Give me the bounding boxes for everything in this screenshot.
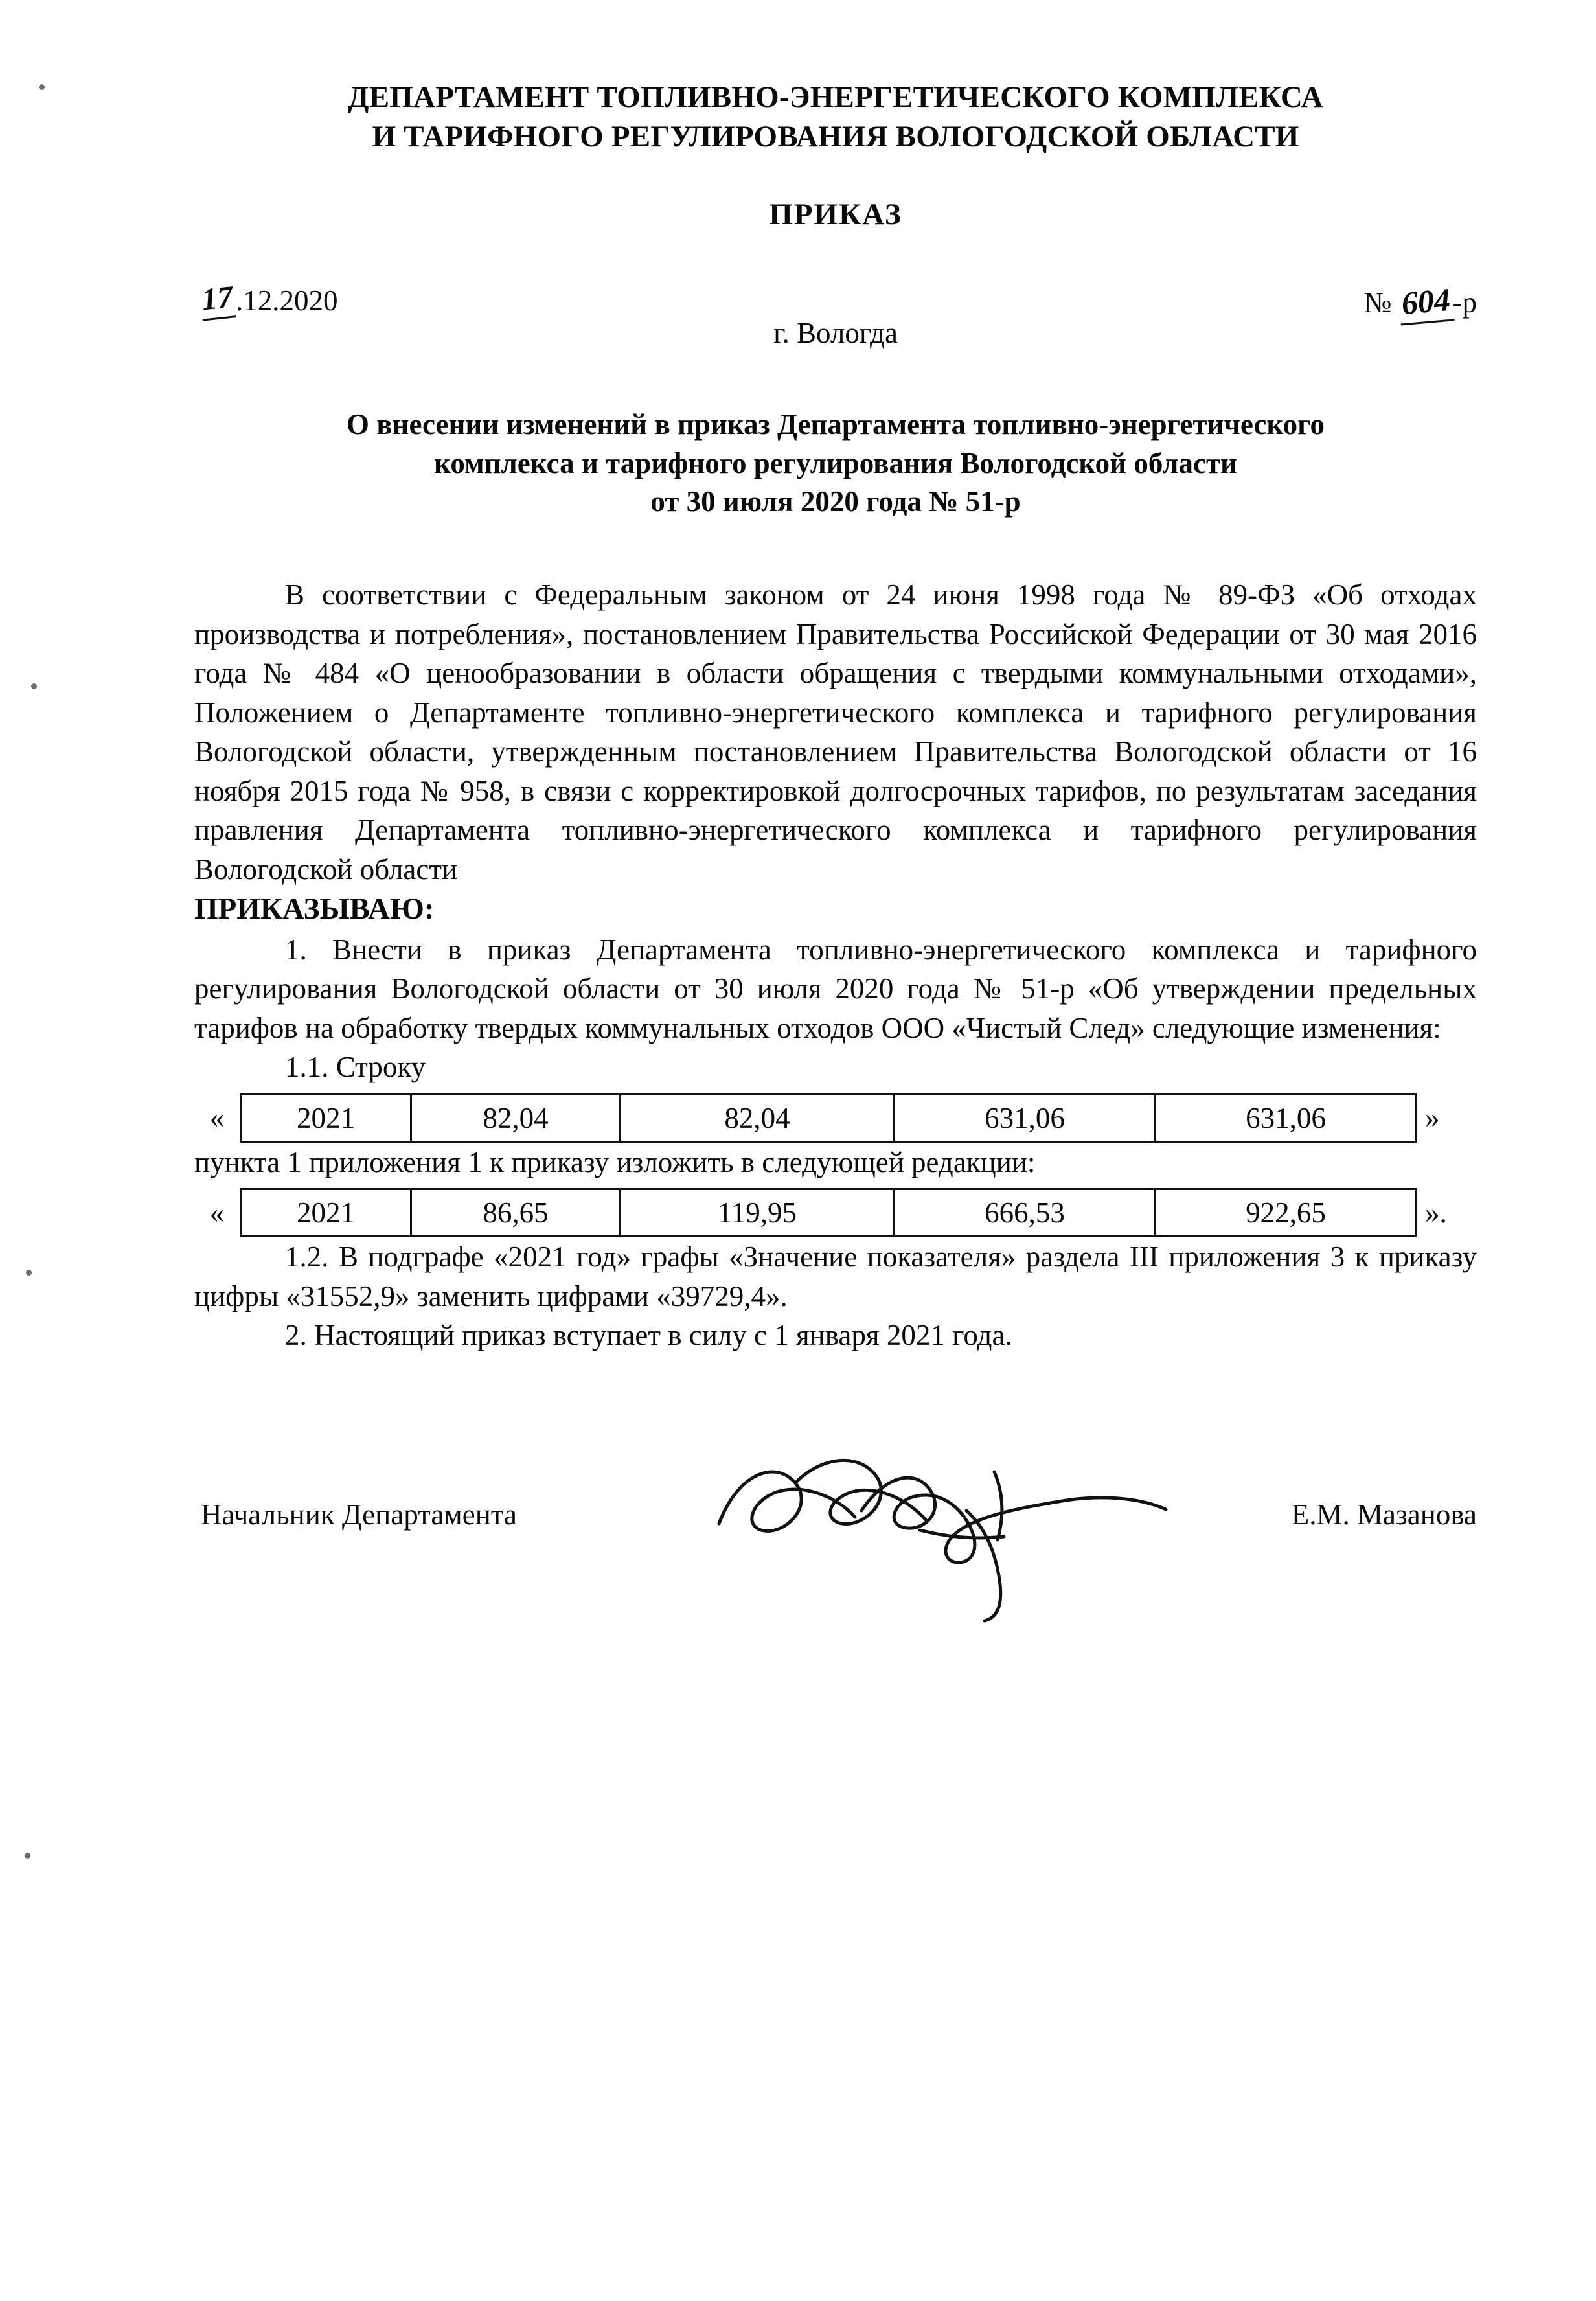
scan-speck — [39, 84, 45, 90]
item-1-1-paragraph: 1.1. Строку — [285, 1051, 426, 1084]
between-tables-text: пункта 1 приложения 1 к приказу изложить в следующей редакции: — [194, 1145, 1036, 1178]
document-date — [200, 279, 338, 321]
new-row-table-block — [194, 1188, 1477, 1237]
cell-value-2: 82,04 — [621, 1094, 895, 1141]
cell-year: 2021 — [241, 1094, 411, 1141]
old-row-table — [240, 1093, 1417, 1143]
subject-line3: от 30 июля 2020 года № 51-р — [650, 485, 1021, 518]
new-row-table — [240, 1188, 1417, 1237]
quote-open-2: « — [209, 1196, 225, 1229]
signer-name: Е.М. Мазанова — [1291, 1498, 1477, 1531]
table-row — [241, 1189, 1417, 1237]
item-1-paragraph: 1. Внести в приказ Департамента топливно-энергетического комплекса и тарифного регулирования Вологодской области от 30 июля 2020 года № 51-р «Об утверждении предельных тарифов на обработку твердых коммунальных отходов ООО «Чистый След» следующие изменения: — [194, 933, 1477, 1044]
document-kind: ПРИКАЗ — [769, 198, 902, 232]
number-label: № — [1363, 286, 1392, 319]
handwritten-signature-icon — [700, 1433, 1192, 1627]
scan-speck — [25, 1853, 30, 1859]
cell-value-3: 666,53 — [895, 1189, 1156, 1237]
cell-value-1: 82,04 — [411, 1094, 621, 1141]
old-row-table-block — [194, 1093, 1477, 1143]
subject-line1: О внесении изменений в приказ Департамента топливно-энергетического — [346, 408, 1325, 441]
signature-block — [194, 1446, 1477, 1614]
signer-title: Начальник Департамента — [201, 1498, 518, 1531]
document-subject — [194, 406, 1477, 521]
cell-value-2: 119,95 — [621, 1189, 895, 1237]
handwritten-day: 17 — [199, 279, 236, 321]
quote-close-2: ». — [1425, 1196, 1447, 1229]
order-keyword: ПРИКАЗЫВАЮ: — [194, 892, 435, 926]
document-body — [194, 575, 1477, 1355]
number-suffix: -р — [1452, 286, 1477, 319]
cell-value-1: 86,65 — [411, 1189, 621, 1237]
quote-open-1: « — [209, 1101, 225, 1134]
document-number — [1363, 282, 1477, 323]
date-rest: .12.2020 — [236, 284, 338, 317]
document-meta — [194, 276, 1477, 326]
cell-value-4: 631,06 — [1156, 1094, 1417, 1141]
handwritten-number: 604 — [1397, 280, 1454, 326]
cell-value-3: 631,06 — [895, 1094, 1156, 1141]
preamble-paragraph: В соответствии с Федеральным законом от 24 июня 1998 года № 89-ФЗ «Об отходах производства и потребления», постановлением Правительства Российской Федерации от 30 мая 2016 года № 484 «О ценообразовании в области обращения с твердыми коммунальными отходами», Положением о Департаменте топливно-энергетического комплекса и тарифного регулирования Вологодской области, утвержденным постановлением Правительства Вологодской области от 16 ноября 2015 года № 958, в связи с корректировкой долгосрочных тарифов, по результатам заседания правления Департамента топливно-энергетического комплекса и тарифного регулирования Вологодской области — [194, 578, 1477, 886]
table-row — [241, 1094, 1417, 1141]
organization-title-line1: ДЕПАРТАМЕНТ ТОПЛИВНО-ЭНЕРГЕТИЧЕСКОГО КОМПЛЕКСА — [348, 80, 1323, 114]
organization-title-line2: И ТАРИФНОГО РЕГУЛИРОВАНИЯ ВОЛОГОДСКОЙ ОБЛАСТИ — [372, 120, 1299, 154]
cell-value-4: 922,65 — [1156, 1189, 1417, 1237]
item-1-2-paragraph: 1.2. В подграфе «2021 год» графы «Значение показателя» раздела III приложения 3 к приказу цифры «31552,9» заменить цифрами «39729,4». — [194, 1241, 1477, 1312]
quote-close-1: » — [1425, 1101, 1440, 1134]
organization-title — [194, 78, 1477, 157]
scan-speck — [31, 683, 37, 689]
document-content — [194, 78, 1477, 1614]
cell-year: 2021 — [241, 1189, 411, 1237]
subject-line2: комплекса и тарифного регулирования Вологодской области — [434, 446, 1237, 479]
scan-speck — [26, 1270, 32, 1276]
item-2-paragraph: 2. Настоящий приказ вступает в силу с 1 января 2021 года. — [285, 1319, 1012, 1352]
city: г. Вологда — [773, 317, 898, 350]
